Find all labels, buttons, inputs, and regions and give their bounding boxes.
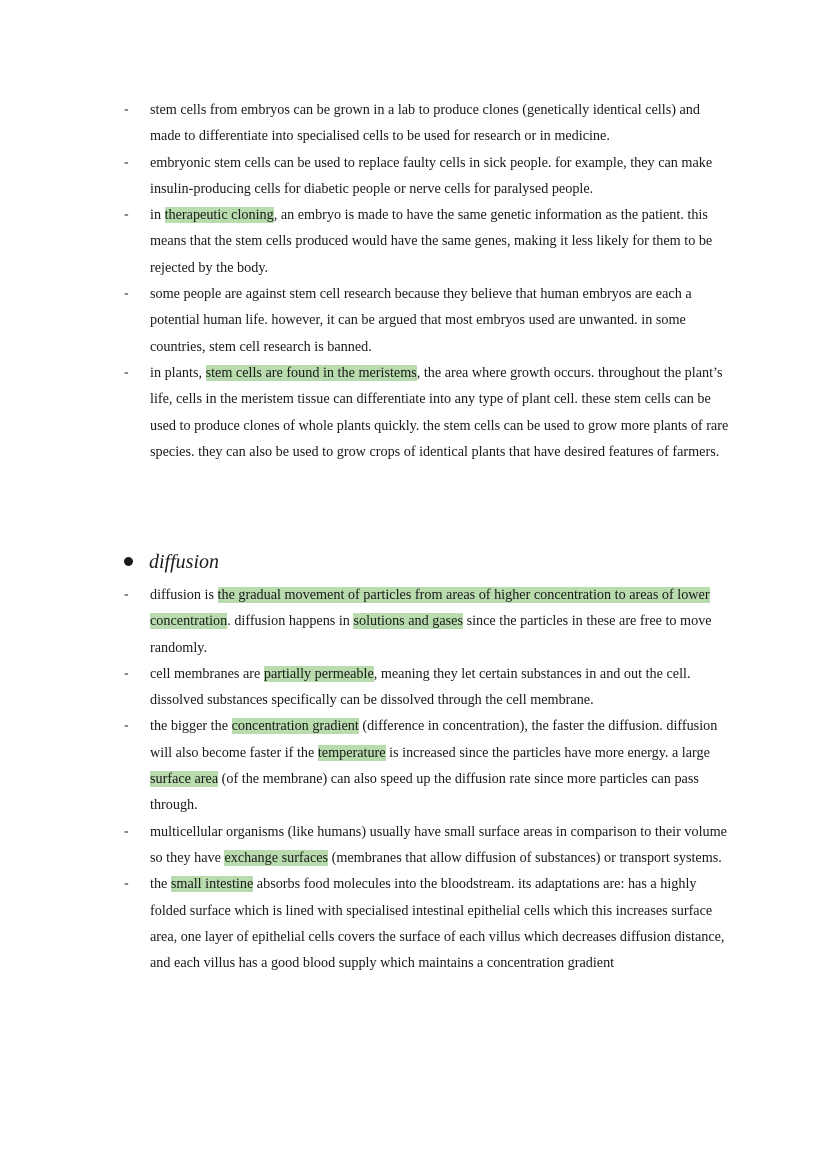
text-run: , the area where growth occurs. throughout the plant’s life, cells in the meristem tissue can differentiate into any type of plant cell. these stem cells can be used to produce clones of whole plants quickly. the stem cells can be used to grow more plants of rare species. they can also be used to grow crops of identical plants that have desired features of farmers. bbox=[150, 364, 729, 460]
dash-bullet: - bbox=[124, 823, 129, 839]
list-item bbox=[0, 582, 730, 661]
highlighted-term: therapeutic cloning bbox=[164, 207, 274, 224]
text-run: (of the membrane) can also speed up the diffusion rate since more particles can pass through. bbox=[150, 771, 699, 814]
list-item-text bbox=[150, 150, 730, 203]
text-run: . diffusion happens in bbox=[227, 613, 354, 630]
text-run: since the particles in these are free to move randomly. bbox=[150, 613, 712, 656]
dash-bullet: - bbox=[124, 587, 129, 602]
diffusion-bullet-list bbox=[0, 582, 828, 976]
text-run: in plants, bbox=[150, 364, 206, 381]
text-run: absorbs food molecules into the bloodstream. its adaptations are: has a highly folded surface which is lined with specialised intestinal epithelial cells which this increases surface area, one layer of epithelial cells covers the surface of each villus which decreases diffusion distance, and each villus has a good blood supply which maintains a concentration gradient bbox=[150, 876, 725, 972]
dash-bullet: - bbox=[124, 286, 129, 302]
text-run: multicellular organisms (like humans) usually have small surface areas in comparison to their volume so they have bbox=[150, 823, 727, 866]
stem-cells-bullet-list bbox=[0, 97, 828, 465]
list-item-text bbox=[150, 713, 730, 818]
highlighted-term: temperature bbox=[317, 744, 386, 761]
dash-bullet: - bbox=[124, 665, 129, 681]
list-item-text bbox=[150, 871, 730, 976]
dash-bullet: - bbox=[124, 154, 129, 170]
highlighted-term: solutions and gases bbox=[353, 613, 464, 630]
list-item bbox=[0, 97, 730, 150]
list-item bbox=[0, 713, 730, 818]
text-run: (membranes that allow diffusion of substances) or transport systems. bbox=[328, 849, 722, 866]
list-item bbox=[0, 871, 730, 976]
list-item-text bbox=[150, 819, 730, 872]
highlighted-term: small intestine bbox=[170, 876, 254, 893]
list-item bbox=[0, 360, 730, 465]
text-run: diffusion is bbox=[150, 587, 218, 603]
dash-bullet: - bbox=[124, 102, 129, 117]
section-heading-diffusion bbox=[124, 547, 219, 577]
list-item bbox=[0, 661, 730, 714]
list-item bbox=[0, 150, 730, 203]
text-run: the bigger the bbox=[150, 718, 232, 735]
section-bullet-icon bbox=[124, 557, 133, 566]
dash-bullet: - bbox=[124, 876, 129, 892]
text-run: , meaning they let certain substances in and out the cell. dissolved substances specifically can be dissolved through the cell membrane. bbox=[150, 665, 691, 709]
list-item-text bbox=[150, 582, 730, 661]
highlighted-term: surface area bbox=[150, 771, 219, 788]
highlighted-term: stem cells are found in the meristems bbox=[205, 364, 417, 381]
list-item bbox=[0, 819, 730, 872]
highlighted-term: exchange surfaces bbox=[224, 849, 329, 866]
text-run: the bbox=[150, 876, 171, 893]
list-item-text bbox=[150, 661, 730, 714]
text-run: in bbox=[150, 207, 165, 224]
dash-bullet: - bbox=[124, 718, 129, 734]
text-run: is increased since the particles have more energy. a large bbox=[385, 744, 710, 761]
text-run: , an embryo is made to have the same genetic information as the patient. this means that the stem cells produced would have the same genes, making it less likely for them to be rejected by the body. bbox=[150, 207, 713, 276]
section-heading-text: diffusion bbox=[149, 551, 220, 573]
list-item-text bbox=[150, 281, 730, 360]
text-run: (difference in concentration), the faster the diffusion. diffusion will also become faster if the bbox=[150, 718, 718, 761]
list-item bbox=[0, 202, 730, 281]
highlighted-term: partially permeable bbox=[263, 665, 374, 682]
text-run: embryonic stem cells can be used to replace faulty cells in sick people. for example, they can make insulin-producing cells for diabetic people or nerve cells for paralysed people. bbox=[150, 154, 713, 197]
list-item bbox=[0, 281, 730, 360]
text-run: some people are against stem cell research because they believe that human embryos are each a potential human life. however, it can be argued that most embryos used are unwanted. in some countries, stem cell research is banned. bbox=[150, 286, 692, 355]
list-item-text bbox=[150, 202, 730, 281]
list-item-text bbox=[150, 360, 730, 465]
list-item-text bbox=[150, 97, 730, 150]
dash-bullet: - bbox=[124, 364, 129, 380]
highlighted-term: concentration gradient bbox=[231, 718, 359, 735]
highlighted-term: the gradual movement of particles from areas of higher concentration to areas of lower concentration bbox=[150, 587, 710, 630]
text-run: cell membranes are bbox=[150, 665, 264, 682]
text-run: stem cells from embryos can be grown in a lab to produce clones (genetically identical cells) and made to differentiate into specialised cells to be used for research or in medicine. bbox=[150, 102, 700, 145]
dash-bullet: - bbox=[124, 207, 129, 223]
